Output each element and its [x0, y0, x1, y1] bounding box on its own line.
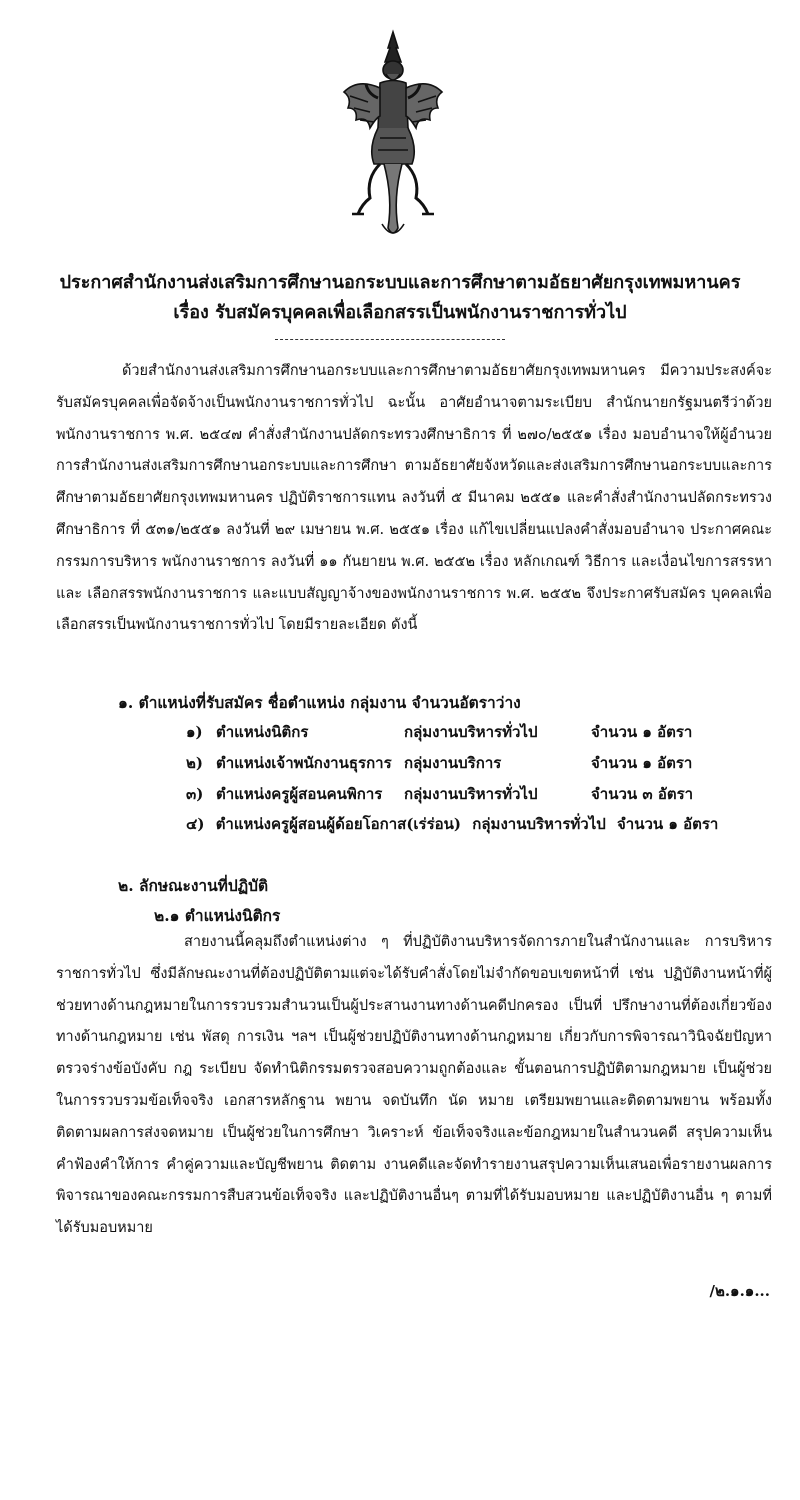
garuda-emblem-icon — [338, 28, 448, 258]
position-count: จำนวน ๓ อัตรา — [591, 785, 694, 803]
position-index: ๓) — [186, 785, 204, 803]
position-name: ตำแหน่งนิติกร — [216, 723, 309, 741]
title-divider — [275, 339, 505, 340]
position-group: กลุ่มงานบริหารทั่วไป — [404, 723, 538, 741]
job-description-paragraph: สายงานนี้คลุมถึงตำแหน่งต่าง ๆ ที่ปฏิบัติงานบริหารจัดการภายในสำนักงานและ การบริหารราชการทั่วไป ซึ่งมีลักษณะงานที่ต้องปฏิบัติตามแต่จะได้รับคำสั่งโดยไม่จำกัดขอบเขตหน้าที่ เช่น ปฏิบัติงานหน้าที่ผู้ช่วยทางด้านกฎหมายในการรวบรวมสำนวนเป็นผู้ประสานงานทางด้านคดีปกครอง เป็นที่ ปรึกษางานที่ต้องเกี่ยวข้องทางด้านกฎหมาย เช่น พัสดุ การเงิน ฯลฯ เป็นผู้ช่วยปฏิบัติงานทางด้านกฎหมาย เกี่ยวกับการพิจารณาวินิจฉัยปัญหาตรวจร่างข้อบังคับ กฎ ระเบียบ จัดทำนิติกรรมตรวจสอบความถูกต้องและ ขั้นตอนการปฏิบัติตามกฎหมาย เป็นผู้ช่วยในการรวบรวมข้อเท็จจริง เอกสารหลักฐาน พยาน จดบันทึก นัด หมาย เตรียมพยานและติดตามพยาน พร้อมทั้งติดตามผลการส่งจดหมาย เป็นผู้ช่วยในการศึกษา วิเคราะห์ ข้อเท็จจริงและข้อกฎหมายในสำนวนคดี สรุปความเห็น คำฟ้องคำให้การ คำคู่ความและบัญชีพยาน ติดตาม งานคดีและจัดทำรายงานสรุปความเห็นเสนอเพื่อรายงานผลการพิจารณาของคณะกรรมการสืบสวนข้อเท็จจริง และปฏิบัติงานอื่นๆ ตามที่ได้รับมอบหมาย และปฏิบัติงานอื่น ๆ ตามที่ได้รับมอบหมาย — [56, 934, 772, 1237]
position-index: ๑) — [186, 723, 203, 741]
position-group: กลุ่มงานบริการ — [404, 754, 502, 772]
announcement-title: ประกาศสำนักงานส่งเสริมการศึกษานอกระบบและการศึกษาตามอัธยาศัยกรุงเทพมหานคร — [59, 272, 741, 293]
section2-1-heading: ๒.๑ ตำแหน่งนิติกร — [154, 906, 281, 925]
position-group: กลุ่มงานบริหารทั่วไป — [472, 815, 606, 833]
position-group: กลุ่มงานบริหารทั่วไป — [404, 785, 538, 803]
page-continuation: /๒.๑.๑... — [709, 1282, 770, 1300]
position-name: ตำแหน่งครูผู้สอนคนพิการ — [216, 785, 383, 803]
announcement-subject: เรื่อง รับสมัครบุคคลเพื่อเลือกสรรเป็นพนักงานราชการทั่วไป — [173, 302, 627, 323]
position-count: จำนวน ๑ อัตรา — [591, 723, 693, 741]
intro-paragraph: ด้วยสำนักงานส่งเสริมการศึกษานอกระบบและการศึกษาตามอัธยาศัยกรุงเทพมหานคร มีความประสงค์จะรับสมัครบุคคลเพื่อจัดจ้างเป็นพนักงานราชการทั่วไป ฉะนั้น อาศัยอำนาจตามระเบียบ สำนักนายกรัฐมนตรีว่าด้วยพนักงานราชการ พ.ศ. ๒๕๔๗ คำสั่งสำนักงานปลัดกระทรวงศึกษาธิการ ที่ ๒๗๐/๒๕๕๑ เรื่อง มอบอำนาจให้ผู้อำนวยการสำนักงานส่งเสริมการศึกษานอกระบบและการศึกษา ตามอัธยาศัยจังหวัดและส่งเสริมการศึกษานอกระบบและการศึกษาตามอัธยาศัยกรุงเทพมหานคร ปฏิบัติราชการแทน ลงวันที่ ๕ มีนาคม ๒๕๕๑ และคำสั่งสำนักงานปลัดกระทรวงศึกษาธิการ ที่ ๕๓๑/๒๕๕๑ ลงวันที่ ๒๙ เมษายน พ.ศ. ๒๕๕๑ เรื่อง แก้ไขเปลี่ยนแปลงคำสั่งมอบอำนาจ ประกาศคณะกรรมการบริหาร พนักงานราชการ ลงวันที่ ๑๑ กันยายน พ.ศ. ๒๕๕๒ เรื่อง หลักเกณฑ์ วิธีการ และเงื่อนไขการสรรหาและ เลือกสรรพนักงานราชการ และแบบสัญญาจ้างของพนักงานราชการ พ.ศ. ๒๕๕๒ จึงประกาศรับสมัคร บุคคลเพื่อเลือกสรรเป็นพนักงานราชการทั่วไป โดยมีรายละเอียด ดังนี้ — [56, 363, 772, 634]
position-count: จำนวน ๑ อัตรา — [591, 754, 693, 772]
position-index: ๒) — [186, 754, 203, 772]
section1-heading: ๑. ตำแหน่งที่รับสมัคร ชื่อตำแหน่ง กลุ่มงาน จำนวนอัตราว่าง — [118, 693, 521, 712]
section2-heading: ๒. ลักษณะงานที่ปฏิบัติ — [118, 876, 269, 895]
position-name: ตำแหน่งครูผู้สอนผู้ด้อยโอกาส(เร่ร่อน) — [215, 815, 462, 833]
position-name: ตำแหน่งเจ้าพนักงานธุรการ — [216, 754, 392, 772]
position-row — [186, 812, 718, 836]
position-count: จำนวน ๑ อัตรา — [617, 815, 719, 833]
position-index: ๔) — [186, 815, 205, 833]
